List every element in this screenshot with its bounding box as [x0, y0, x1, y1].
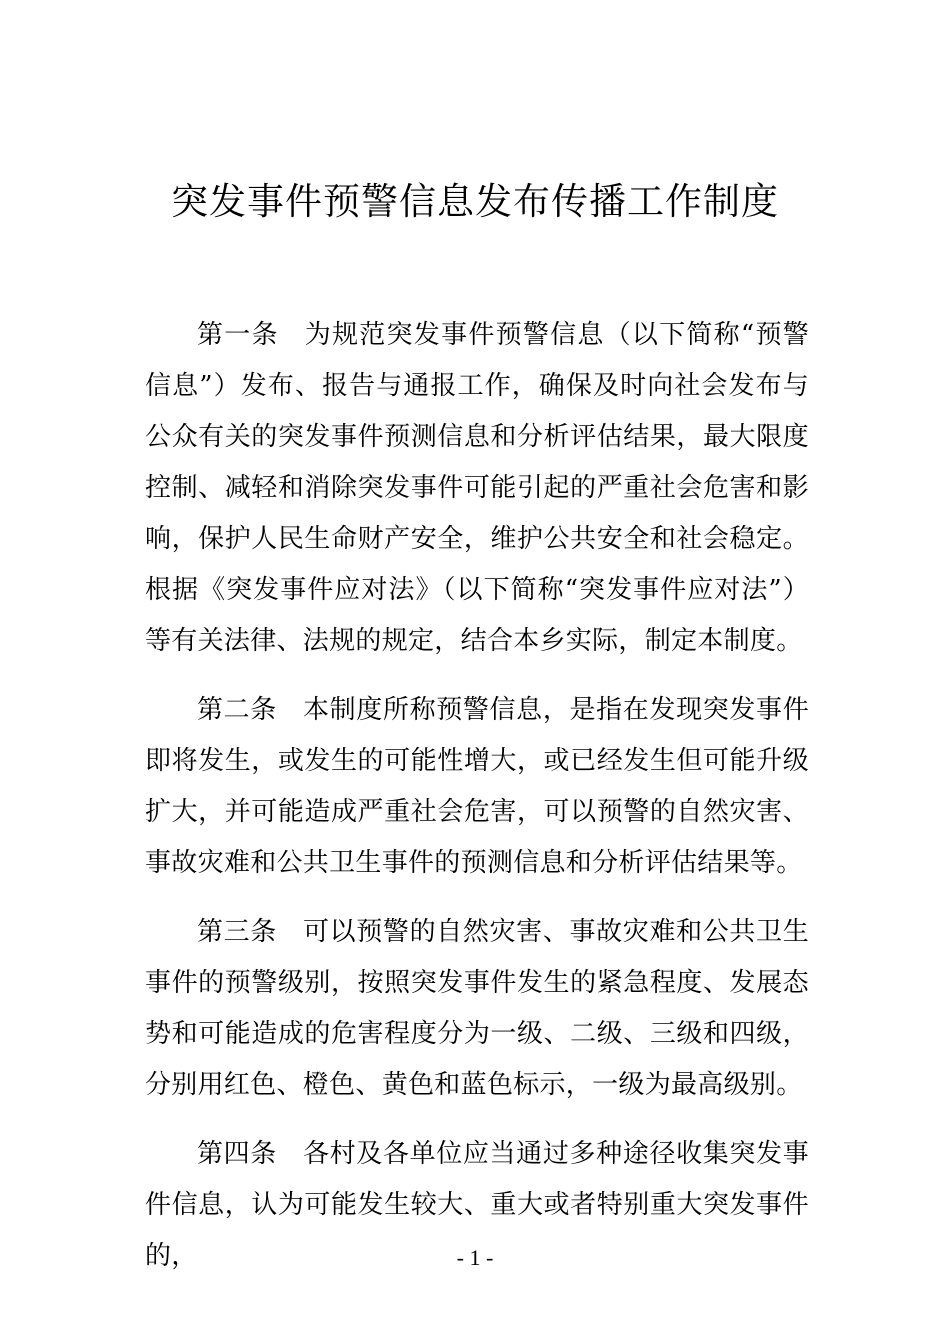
article-text: 各村及各单位应当通过多种途径收集突发事件信息，认为可能发生较大、重大或者特别重大突发事件的，	[145, 1139, 810, 1271]
article-1	[145, 310, 809, 667]
article-text: 可以预警的自然灾害、事故灾难和公共卫生事件的预警级别，按照突发事件发生的紧急程度、发展态势和可能造成的危害程度分为一级、二级、三级和四级，分别用红色、橙色、黄色和蓝色标示，一级为最高级别。	[145, 917, 810, 1100]
article-number: 第二条	[197, 695, 277, 725]
article-number: 第三条	[197, 917, 277, 947]
article-number: 第一条	[197, 320, 279, 350]
article-2	[145, 685, 809, 889]
document-body	[145, 310, 809, 1300]
article-text: 为规范突发事件预警信息（以下简称“预警信息”）发布、报告与通报工作，确保及时向社会发布与公众有关的突发事件预测信息和分析评估结果，最大限度控制、减轻和消除突发事件可能引起的严重社会危害和影响，保护人民生命财产安全，维护公共安全和社会稳定。根据《突发事件应对法》（以下简称“突发事件应对法”）等有关法律、法规的规定，结合本乡实际，制定本制度。	[145, 320, 809, 656]
document-title: 突发事件预警信息发布传播工作制度	[171, 180, 779, 223]
page-number: - 1 -	[456, 1245, 494, 1270]
article-text: 本制度所称预警信息，是指在发现突发事件即将发生，或发生的可能性增大，或已经发生但可能升级扩大，并可能造成严重社会危害，可以预警的自然灾害、事故灾难和公共卫生事件的预测信息和分析评估结果等。	[145, 695, 810, 878]
article-number: 第四条	[197, 1139, 277, 1169]
article-3	[145, 907, 809, 1111]
